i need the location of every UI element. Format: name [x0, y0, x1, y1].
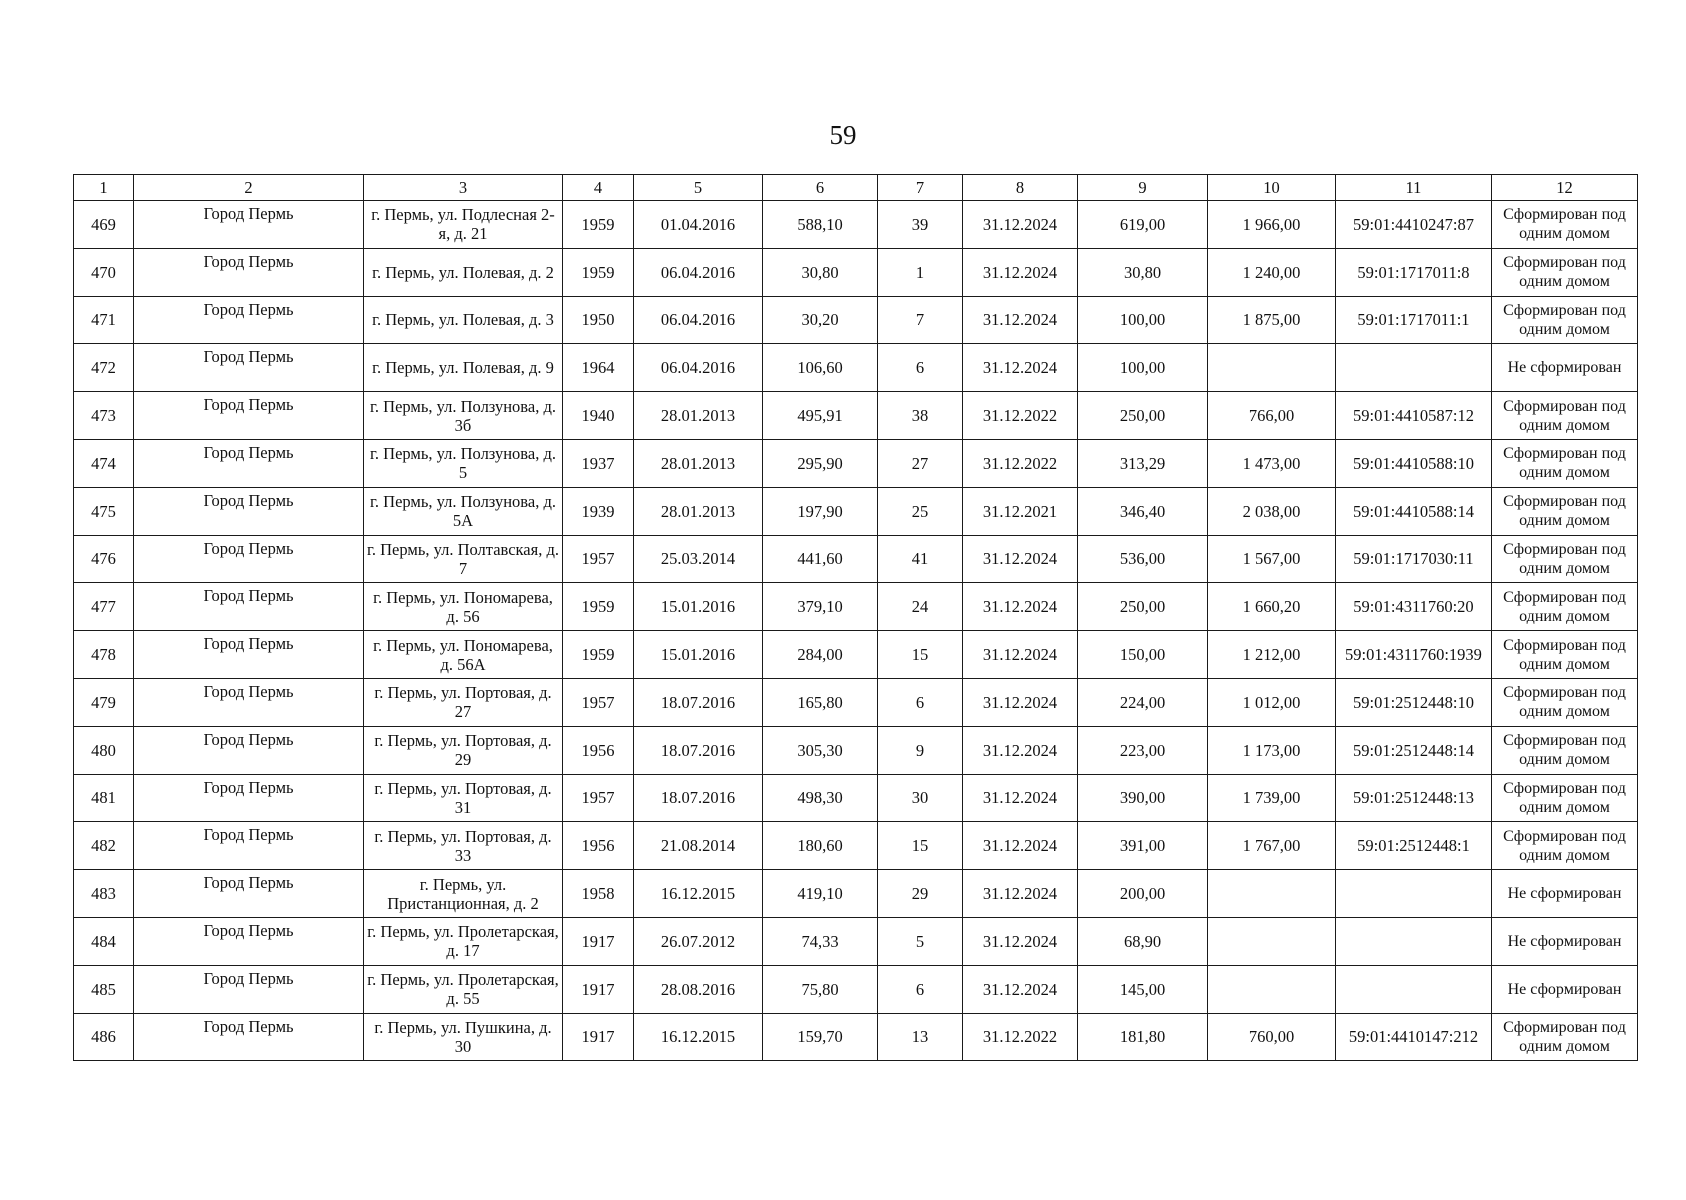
cell-year-built: 1959 — [563, 201, 634, 249]
cell-land-status: Не сформирован — [1492, 344, 1638, 392]
cell-area: 305,30 — [763, 726, 878, 774]
cell-residents: 25 — [878, 487, 963, 535]
cell-date: 06.04.2016 — [634, 296, 763, 344]
table-row — [74, 774, 1638, 822]
column-header: 3 — [364, 175, 563, 201]
cell-deadline-date: 31.12.2024 — [963, 678, 1078, 726]
cell-address: г. Пермь, ул. Пономарева, д. 56А — [364, 631, 563, 679]
cell-area-total: 145,00 — [1078, 965, 1208, 1013]
cell-area: 30,20 — [763, 296, 878, 344]
cell-address: г. Пермь, ул. Пристанционная, д. 2 — [364, 870, 563, 918]
cell-area: 197,90 — [763, 487, 878, 535]
cell-row-number: 473 — [74, 392, 134, 440]
cell-year-built: 1940 — [563, 392, 634, 440]
cell-year-built: 1958 — [563, 870, 634, 918]
cell-residents: 27 — [878, 439, 963, 487]
table-row — [74, 726, 1638, 774]
cell-date: 15.01.2016 — [634, 583, 763, 631]
cell-land-area: 1 739,00 — [1208, 774, 1336, 822]
cell-land-area: 1 767,00 — [1208, 822, 1336, 870]
cell-cadastral-number: 59:01:2512448:1 — [1336, 822, 1492, 870]
cell-date: 18.07.2016 — [634, 774, 763, 822]
cell-address: г. Пермь, ул. Ползунова, д. 5А — [364, 487, 563, 535]
housing-registry-table — [73, 174, 1638, 1061]
cell-residents: 39 — [878, 201, 963, 249]
cell-land-area — [1208, 870, 1336, 918]
cell-address: г. Пермь, ул. Ползунова, д. 5 — [364, 439, 563, 487]
cell-date: 28.01.2013 — [634, 487, 763, 535]
cell-address: г. Пермь, ул. Полевая, д. 2 — [364, 248, 563, 296]
cell-deadline-date: 31.12.2024 — [963, 583, 1078, 631]
cell-date: 21.08.2014 — [634, 822, 763, 870]
cell-deadline-date: 31.12.2024 — [963, 631, 1078, 679]
column-header: 2 — [134, 175, 364, 201]
cell-year-built: 1917 — [563, 917, 634, 965]
cell-year-built: 1957 — [563, 774, 634, 822]
column-header: 7 — [878, 175, 963, 201]
cell-year-built: 1964 — [563, 344, 634, 392]
column-header: 8 — [963, 175, 1078, 201]
cell-cadastral-number: 59:01:4410588:14 — [1336, 487, 1492, 535]
cell-date: 06.04.2016 — [634, 344, 763, 392]
cell-land-area: 1 212,00 — [1208, 631, 1336, 679]
cell-land-area: 2 038,00 — [1208, 487, 1336, 535]
cell-deadline-date: 31.12.2024 — [963, 870, 1078, 918]
cell-residents: 5 — [878, 917, 963, 965]
cell-land-area: 1 660,20 — [1208, 583, 1336, 631]
cell-municipality: Город Пермь — [134, 248, 364, 296]
cell-residents: 38 — [878, 392, 963, 440]
cell-address: г. Пермь, ул. Ползунова, д. 3б — [364, 392, 563, 440]
cell-row-number: 485 — [74, 965, 134, 1013]
cell-area: 75,80 — [763, 965, 878, 1013]
cell-cadastral-number: 59:01:1717011:1 — [1336, 296, 1492, 344]
cell-municipality: Город Пермь — [134, 1013, 364, 1061]
cell-residents: 15 — [878, 631, 963, 679]
cell-address: г. Пермь, ул. Полевая, д. 3 — [364, 296, 563, 344]
cell-land-area: 1 173,00 — [1208, 726, 1336, 774]
cell-deadline-date: 31.12.2022 — [963, 439, 1078, 487]
cell-date: 28.08.2016 — [634, 965, 763, 1013]
cell-cadastral-number: 59:01:4410247:87 — [1336, 201, 1492, 249]
column-header: 11 — [1336, 175, 1492, 201]
cell-deadline-date: 31.12.2024 — [963, 726, 1078, 774]
cell-residents: 1 — [878, 248, 963, 296]
cell-area: 588,10 — [763, 201, 878, 249]
cell-land-status: Сформирован под одним домом — [1492, 201, 1638, 249]
cell-land-status: Не сформирован — [1492, 917, 1638, 965]
cell-municipality: Город Пермь — [134, 917, 364, 965]
table-row — [74, 917, 1638, 965]
cell-land-area — [1208, 917, 1336, 965]
table-row — [74, 631, 1638, 679]
table-row — [74, 1013, 1638, 1061]
cell-residents: 41 — [878, 535, 963, 583]
cell-date: 01.04.2016 — [634, 201, 763, 249]
cell-land-status: Не сформирован — [1492, 965, 1638, 1013]
cell-land-area: 1 567,00 — [1208, 535, 1336, 583]
cell-municipality: Город Пермь — [134, 965, 364, 1013]
cell-date: 16.12.2015 — [634, 1013, 763, 1061]
cell-row-number: 486 — [74, 1013, 134, 1061]
cell-area-total: 100,00 — [1078, 344, 1208, 392]
cell-year-built: 1956 — [563, 726, 634, 774]
cell-row-number: 481 — [74, 774, 134, 822]
cell-date: 26.07.2012 — [634, 917, 763, 965]
cell-municipality: Город Пермь — [134, 822, 364, 870]
cell-residents: 29 — [878, 870, 963, 918]
cell-area-total: 68,90 — [1078, 917, 1208, 965]
table-row — [74, 487, 1638, 535]
cell-area-total: 250,00 — [1078, 392, 1208, 440]
cell-deadline-date: 31.12.2024 — [963, 201, 1078, 249]
table-row — [74, 965, 1638, 1013]
cell-area-total: 150,00 — [1078, 631, 1208, 679]
cell-deadline-date: 31.12.2022 — [963, 392, 1078, 440]
cell-municipality: Город Пермь — [134, 439, 364, 487]
cell-land-area: 1 966,00 — [1208, 201, 1336, 249]
table-row — [74, 392, 1638, 440]
cell-residents: 13 — [878, 1013, 963, 1061]
cell-municipality: Город Пермь — [134, 726, 364, 774]
cell-municipality: Город Пермь — [134, 487, 364, 535]
cell-address: г. Пермь, ул. Полтавская, д. 7 — [364, 535, 563, 583]
cell-area: 180,60 — [763, 822, 878, 870]
cell-municipality: Город Пермь — [134, 774, 364, 822]
cell-residents: 15 — [878, 822, 963, 870]
cell-residents: 6 — [878, 344, 963, 392]
cell-area-total: 390,00 — [1078, 774, 1208, 822]
cell-land-status: Сформирован под одним домом — [1492, 822, 1638, 870]
cell-land-area: 1 875,00 — [1208, 296, 1336, 344]
cell-cadastral-number — [1336, 344, 1492, 392]
cell-land-status: Сформирован под одним домом — [1492, 487, 1638, 535]
cell-area-total: 30,80 — [1078, 248, 1208, 296]
table-row — [74, 296, 1638, 344]
cell-row-number: 482 — [74, 822, 134, 870]
cell-municipality: Город Пермь — [134, 678, 364, 726]
cell-row-number: 480 — [74, 726, 134, 774]
cell-address: г. Пермь, ул. Портовая, д. 29 — [364, 726, 563, 774]
cell-area-total: 346,40 — [1078, 487, 1208, 535]
cell-cadastral-number: 59:01:2512448:14 — [1336, 726, 1492, 774]
cell-area: 30,80 — [763, 248, 878, 296]
cell-municipality: Город Пермь — [134, 583, 364, 631]
table-row — [74, 822, 1638, 870]
cell-area: 295,90 — [763, 439, 878, 487]
cell-land-area — [1208, 344, 1336, 392]
cell-residents: 6 — [878, 965, 963, 1013]
cell-cadastral-number: 59:01:4311760:20 — [1336, 583, 1492, 631]
column-header: 5 — [634, 175, 763, 201]
cell-land-area: 1 473,00 — [1208, 439, 1336, 487]
table-row — [74, 535, 1638, 583]
cell-row-number: 474 — [74, 439, 134, 487]
cell-area: 106,60 — [763, 344, 878, 392]
cell-date: 18.07.2016 — [634, 678, 763, 726]
cell-row-number: 470 — [74, 248, 134, 296]
cell-row-number: 471 — [74, 296, 134, 344]
cell-residents: 30 — [878, 774, 963, 822]
column-header: 6 — [763, 175, 878, 201]
table-row — [74, 870, 1638, 918]
cell-cadastral-number — [1336, 965, 1492, 1013]
cell-area-total: 100,00 — [1078, 296, 1208, 344]
cell-land-status: Сформирован под одним домом — [1492, 583, 1638, 631]
cell-row-number: 469 — [74, 201, 134, 249]
cell-row-number: 478 — [74, 631, 134, 679]
cell-area: 379,10 — [763, 583, 878, 631]
cell-deadline-date: 31.12.2024 — [963, 296, 1078, 344]
cell-area: 284,00 — [763, 631, 878, 679]
cell-deadline-date: 31.12.2024 — [963, 774, 1078, 822]
cell-area: 495,91 — [763, 392, 878, 440]
cell-area: 159,70 — [763, 1013, 878, 1061]
column-header: 9 — [1078, 175, 1208, 201]
cell-cadastral-number: 59:01:2512448:13 — [1336, 774, 1492, 822]
table-header-row — [74, 175, 1638, 201]
cell-municipality: Город Пермь — [134, 344, 364, 392]
cell-row-number: 476 — [74, 535, 134, 583]
cell-municipality: Город Пермь — [134, 631, 364, 679]
cell-land-area: 766,00 — [1208, 392, 1336, 440]
cell-municipality: Город Пермь — [134, 392, 364, 440]
cell-cadastral-number — [1336, 917, 1492, 965]
cell-residents: 6 — [878, 678, 963, 726]
cell-area-total: 224,00 — [1078, 678, 1208, 726]
table-row — [74, 248, 1638, 296]
cell-area-total: 619,00 — [1078, 201, 1208, 249]
cell-land-status: Сформирован под одним домом — [1492, 535, 1638, 583]
cell-year-built: 1959 — [563, 631, 634, 679]
cell-land-area: 1 240,00 — [1208, 248, 1336, 296]
cell-area: 419,10 — [763, 870, 878, 918]
cell-land-area: 1 012,00 — [1208, 678, 1336, 726]
cell-area-total: 391,00 — [1078, 822, 1208, 870]
cell-date: 06.04.2016 — [634, 248, 763, 296]
cell-deadline-date: 31.12.2024 — [963, 344, 1078, 392]
cell-row-number: 477 — [74, 583, 134, 631]
cell-deadline-date: 31.12.2024 — [963, 535, 1078, 583]
table-body — [74, 201, 1638, 1061]
cell-land-status: Сформирован под одним домом — [1492, 726, 1638, 774]
cell-land-status: Сформирован под одним домом — [1492, 1013, 1638, 1061]
cell-area: 498,30 — [763, 774, 878, 822]
cell-land-status: Сформирован под одним домом — [1492, 631, 1638, 679]
cell-municipality: Город Пермь — [134, 535, 364, 583]
cell-area-total: 250,00 — [1078, 583, 1208, 631]
cell-year-built: 1957 — [563, 535, 634, 583]
cell-row-number: 484 — [74, 917, 134, 965]
cell-deadline-date: 31.12.2021 — [963, 487, 1078, 535]
cell-cadastral-number — [1336, 870, 1492, 918]
cell-row-number: 483 — [74, 870, 134, 918]
cell-address: г. Пермь, ул. Портовая, д. 31 — [364, 774, 563, 822]
cell-municipality: Город Пермь — [134, 201, 364, 249]
cell-date: 16.12.2015 — [634, 870, 763, 918]
cell-area-total: 223,00 — [1078, 726, 1208, 774]
cell-land-status: Сформирован под одним домом — [1492, 439, 1638, 487]
cell-area-total: 536,00 — [1078, 535, 1208, 583]
cell-land-status: Сформирован под одним домом — [1492, 774, 1638, 822]
cell-area-total: 200,00 — [1078, 870, 1208, 918]
table-row — [74, 678, 1638, 726]
cell-municipality: Город Пермь — [134, 296, 364, 344]
cell-deadline-date: 31.12.2024 — [963, 965, 1078, 1013]
cell-year-built: 1957 — [563, 678, 634, 726]
cell-date: 28.01.2013 — [634, 392, 763, 440]
cell-municipality: Город Пермь — [134, 870, 364, 918]
cell-land-status: Сформирован под одним домом — [1492, 296, 1638, 344]
cell-address: г. Пермь, ул. Подлесная 2-я, д. 21 — [364, 201, 563, 249]
cell-land-area: 760,00 — [1208, 1013, 1336, 1061]
cell-year-built: 1959 — [563, 248, 634, 296]
cell-row-number: 475 — [74, 487, 134, 535]
cell-address: г. Пермь, ул. Пушкина, д. 30 — [364, 1013, 563, 1061]
cell-area: 165,80 — [763, 678, 878, 726]
table-row — [74, 344, 1638, 392]
cell-area: 74,33 — [763, 917, 878, 965]
cell-cadastral-number: 59:01:4410147:212 — [1336, 1013, 1492, 1061]
cell-land-status: Не сформирован — [1492, 870, 1638, 918]
cell-deadline-date: 31.12.2024 — [963, 248, 1078, 296]
cell-deadline-date: 31.12.2024 — [963, 917, 1078, 965]
cell-address: г. Пермь, ул. Пролетарская, д. 55 — [364, 965, 563, 1013]
cell-cadastral-number: 59:01:1717011:8 — [1336, 248, 1492, 296]
table-row — [74, 439, 1638, 487]
column-header: 10 — [1208, 175, 1336, 201]
column-header: 4 — [563, 175, 634, 201]
cell-residents: 7 — [878, 296, 963, 344]
cell-address: г. Пермь, ул. Пономарева, д. 56 — [364, 583, 563, 631]
table-row — [74, 583, 1638, 631]
cell-year-built: 1917 — [563, 1013, 634, 1061]
cell-address: г. Пермь, ул. Портовая, д. 27 — [364, 678, 563, 726]
cell-cadastral-number: 59:01:1717030:11 — [1336, 535, 1492, 583]
page-number: 59 — [829, 120, 857, 150]
cell-date: 25.03.2014 — [634, 535, 763, 583]
cell-year-built: 1959 — [563, 583, 634, 631]
cell-deadline-date: 31.12.2024 — [963, 822, 1078, 870]
cell-residents: 24 — [878, 583, 963, 631]
cell-residents: 9 — [878, 726, 963, 774]
table-row — [74, 201, 1638, 249]
cell-deadline-date: 31.12.2022 — [963, 1013, 1078, 1061]
cell-address: г. Пермь, ул. Полевая, д. 9 — [364, 344, 563, 392]
cell-cadastral-number: 59:01:4410588:10 — [1336, 439, 1492, 487]
cell-row-number: 479 — [74, 678, 134, 726]
cell-land-status: Сформирован под одним домом — [1492, 248, 1638, 296]
cell-cadastral-number: 59:01:4410587:12 — [1336, 392, 1492, 440]
column-header: 1 — [74, 175, 134, 201]
cell-date: 18.07.2016 — [634, 726, 763, 774]
cell-land-status: Сформирован под одним домом — [1492, 678, 1638, 726]
cell-land-area — [1208, 965, 1336, 1013]
cell-date: 15.01.2016 — [634, 631, 763, 679]
cell-cadastral-number: 59:01:4311760:1939 — [1336, 631, 1492, 679]
cell-year-built: 1950 — [563, 296, 634, 344]
column-header: 12 — [1492, 175, 1638, 201]
cell-date: 28.01.2013 — [634, 439, 763, 487]
cell-year-built: 1917 — [563, 965, 634, 1013]
cell-land-status: Сформирован под одним домом — [1492, 392, 1638, 440]
cell-year-built: 1956 — [563, 822, 634, 870]
cell-area-total: 181,80 — [1078, 1013, 1208, 1061]
cell-area-total: 313,29 — [1078, 439, 1208, 487]
cell-area: 441,60 — [763, 535, 878, 583]
cell-year-built: 1939 — [563, 487, 634, 535]
cell-cadastral-number: 59:01:2512448:10 — [1336, 678, 1492, 726]
cell-address: г. Пермь, ул. Пролетарская, д. 17 — [364, 917, 563, 965]
cell-address: г. Пермь, ул. Портовая, д. 33 — [364, 822, 563, 870]
cell-row-number: 472 — [74, 344, 134, 392]
cell-year-built: 1937 — [563, 439, 634, 487]
